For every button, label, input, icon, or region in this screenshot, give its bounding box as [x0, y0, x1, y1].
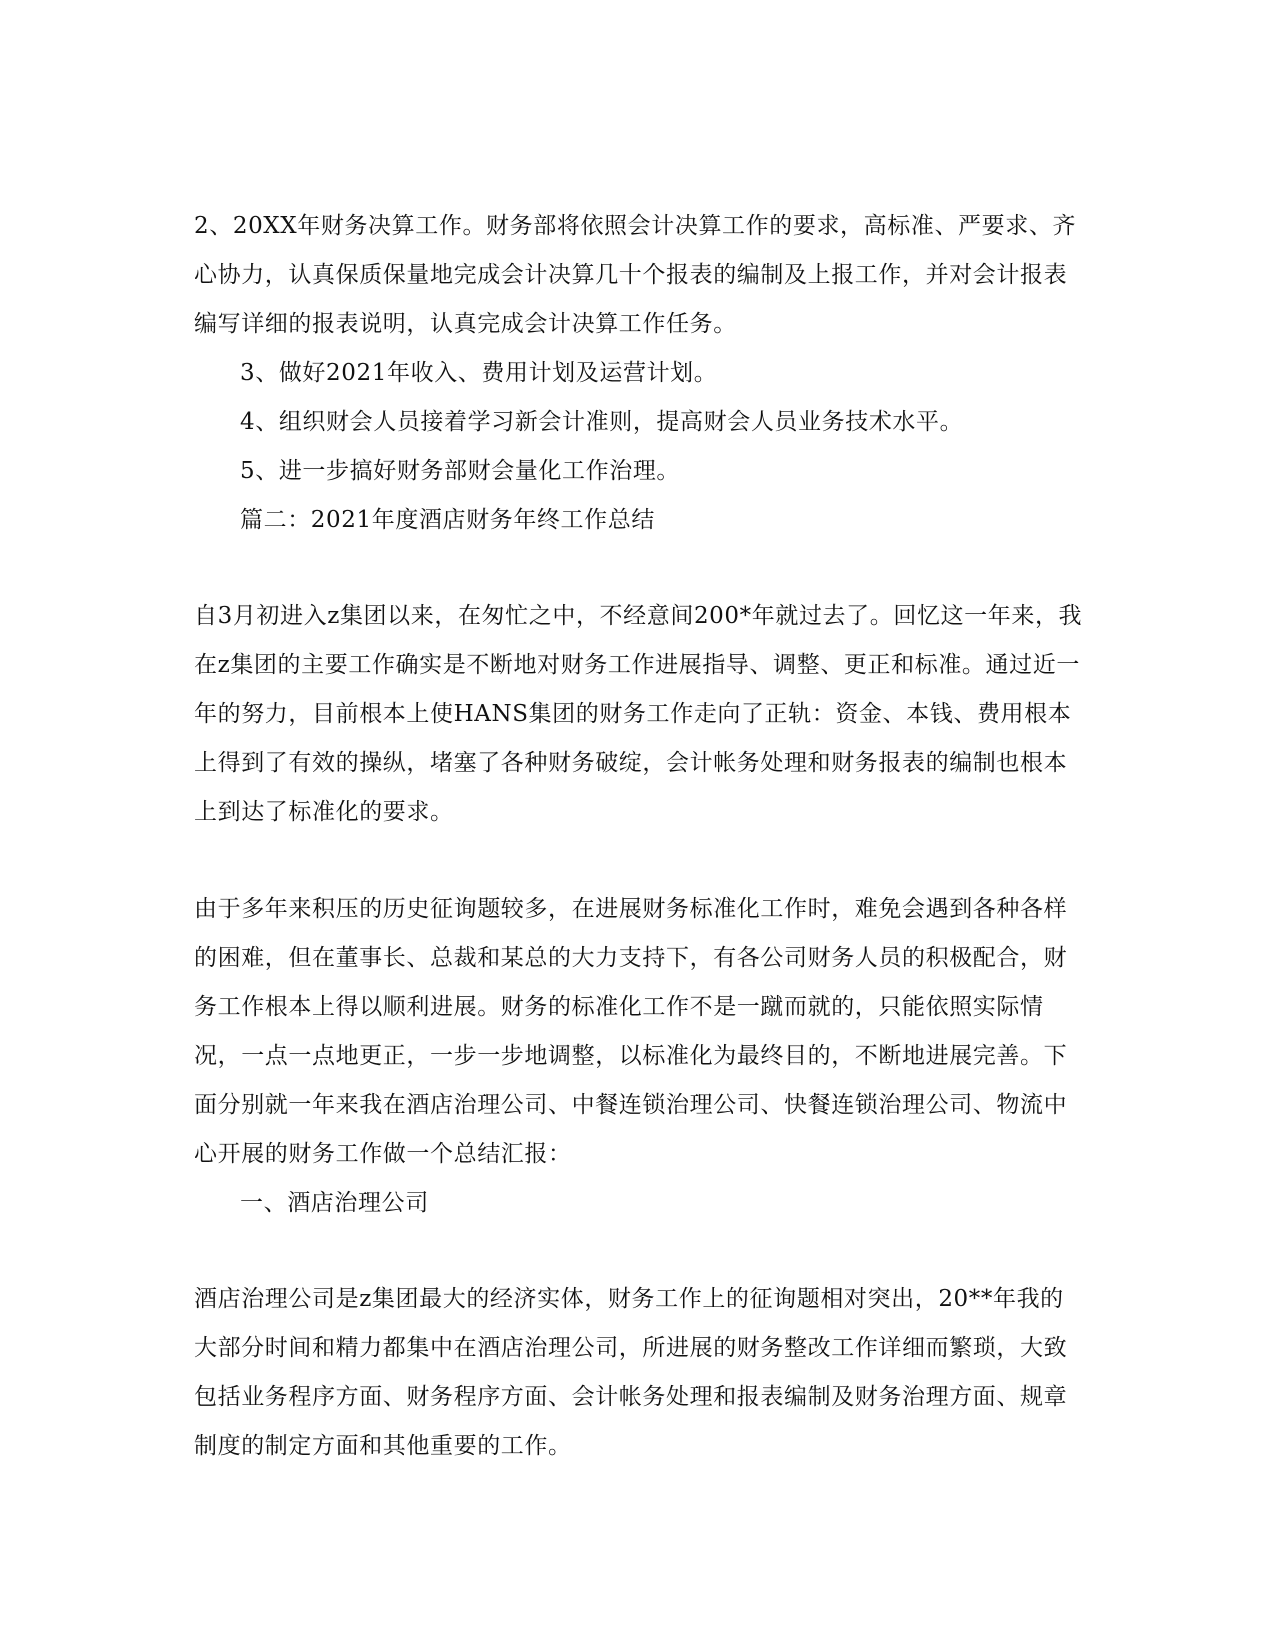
- paragraph-intro: 自3月初进入z集团以来，在匆忙之中，不经意间200*年就过去了。回忆这一年来，我在z集团的主要工作确实是不断地对财务工作进展指导、调整、更正和标准。通过近一年的努力，目前根本上使HANS集团的财务工作走向了正轨：资金、本钱、费用根本上得到了有效的操纵，堵塞了各种财务破绽，会计帐务处理和财务报表的编制也根本上到达了标准化的要求。: [194, 603, 1083, 825]
- paragraph-spacer: [194, 837, 1084, 885]
- paragraph-spacer: [194, 1228, 1084, 1275]
- section-heading-part-two: 篇二：2021年度酒店财务年终工作总结: [240, 507, 655, 533]
- document-body: [194, 202, 1084, 1471]
- paragraph-spacer: [194, 545, 1084, 592]
- paragraph-item-3: 3、做好2021年收入、费用计划及运营计划。: [240, 360, 718, 386]
- paragraph-hotel-management: 酒店治理公司是z集团最大的经济实体，财务工作上的征询题相对突出，20**年我的大部分时间和精力都集中在酒店治理公司，所进展的财务整改工作详细而繁琐，大致包括业务程序方面、财务程序方面、会计帐务处理和报表编制及财务治理方面、规章制度的制定方面和其他重要的工作。: [194, 1286, 1068, 1459]
- paragraph-item-4: 4、组织财会人员接着学习新会计准则，提高财会人员业务技术水平。: [240, 409, 964, 435]
- paragraph-item-5: 5、进一步搞好财务部财会量化工作治理。: [240, 458, 681, 484]
- section-heading-hotel-management: 一、酒店治理公司: [240, 1190, 429, 1216]
- paragraph-final-accounts: 2、20XX年财务决算工作。财务部将依照会计决算工作的要求，高标准、严要求、齐心协力，认真保质保量地完成会计决算几十个报表的编制及上报工作，并对会计报表编写详细的报表说明，认真完成会计决算工作任务。: [194, 213, 1077, 337]
- paragraph-overview: 由于多年来积压的历史征询题较多，在进展财务标准化工作时，难免会遇到各种各样的困难，但在董事长、总裁和某总的大力支持下，有各公司财务人员的积极配合，财务工作根本上得以顺利进展。财务的标准化工作不是一蹴而就的，只能依照实际情况，一点一点地更正，一步一步地调整，以标准化为最终目的，不断地进展完善。下面分别就一年来我在酒店治理公司、中餐连锁治理公司、快餐连锁治理公司、物流中心开展的财务工作做一个总结汇报：: [194, 896, 1068, 1167]
